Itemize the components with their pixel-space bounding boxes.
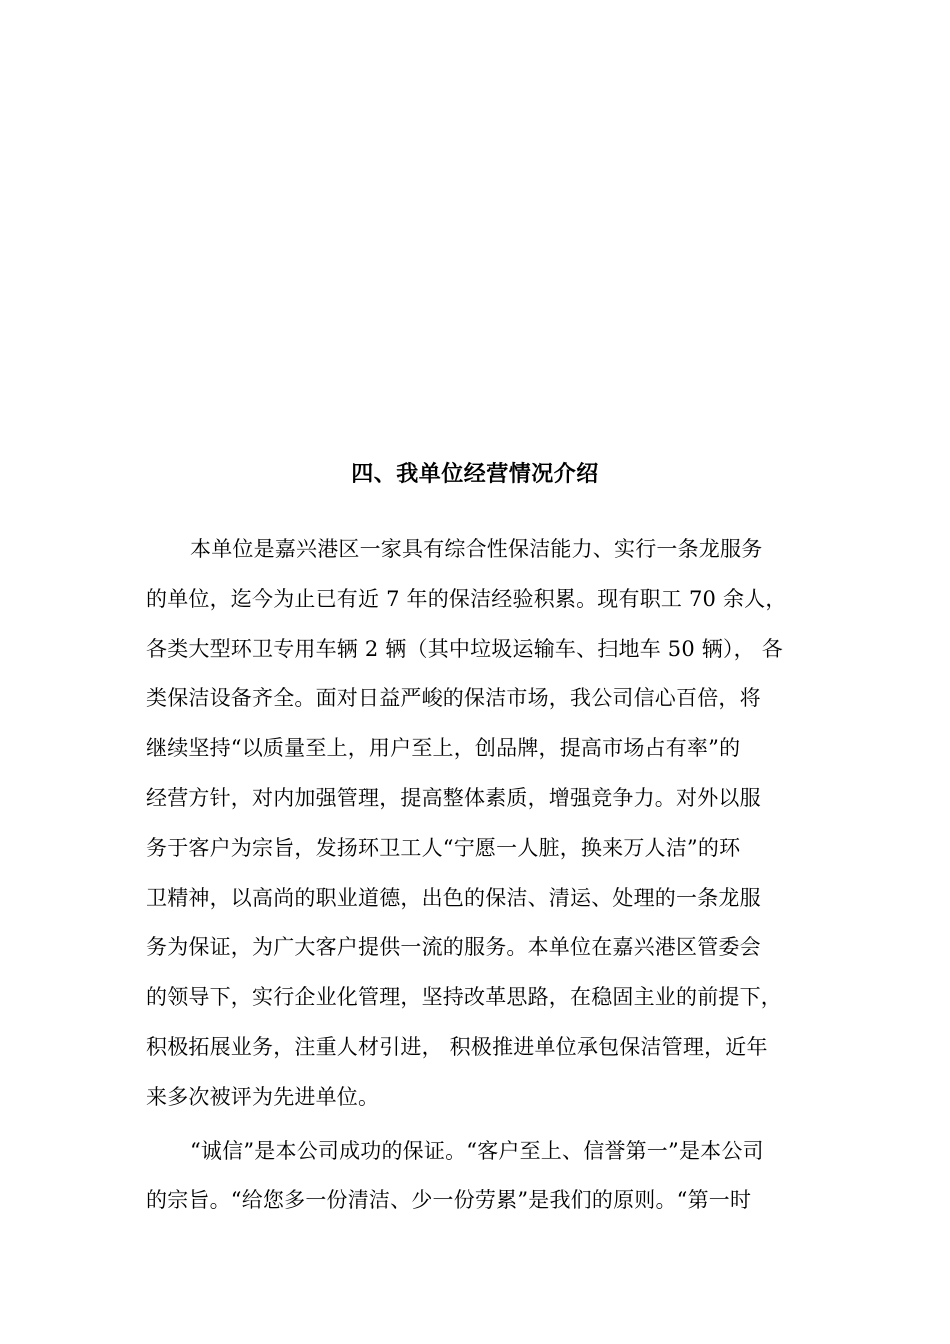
paragraph <box>146 529 826 1127</box>
paragraph-line: 本单位是嘉兴港区一家具有综合性保洁能力、实行一条龙服务 <box>190 537 763 561</box>
paragraph-line: 各类大型环卫专用车辆 2 辆（其中垃圾运输车、扫地车 50 辆）， 各 <box>146 636 783 661</box>
paragraph-line: 的单位，迄今为止已有近 7 年的保洁经验积累。现有职工 70 余人， <box>146 586 787 611</box>
paragraph-line: 经营方针，对内加强管理，提高整体素质，增强竞争力。对外以服 <box>146 785 761 810</box>
paragraph-line: “诚信”是本公司成功的保证。“客户至上、信誉第一”是本公司 <box>190 1138 764 1163</box>
paragraph-line: 的领导下，实行企业化管理，坚持改革思路，在稳固主业的前提下， <box>146 985 782 1010</box>
paragraph <box>146 1131 826 1231</box>
section-heading: 四、我单位经营情况介绍 <box>351 462 599 487</box>
paragraph-line: 类保洁设备齐全。面对日益严峻的保洁市场，我公司信心百倍，将 <box>146 686 761 711</box>
paragraph-line: 务为保证，为广大客户提供一流的服务。本单位在嘉兴港区管委会 <box>146 935 761 960</box>
paragraph-line: 来多次被评为先进单位。 <box>146 1084 380 1109</box>
paragraph-line: 卫精神，以高尚的职业道德，出色的保洁、清运、处理的一条龙服 <box>146 885 761 910</box>
paragraph-line: 积极拓展业务，注重人材引进， 积极推进单位承包保洁管理，近年 <box>146 1034 768 1059</box>
document-body <box>146 529 826 1230</box>
paragraph-line: 务于客户为宗旨，发扬环卫工人“宁愿一人脏，换来万人洁”的环 <box>146 835 741 860</box>
paragraph-line: 的宗旨。“给您多一份清洁、少一份劳累”是我们的原则。“第一时 <box>146 1188 752 1213</box>
paragraph-line: 继续坚持“以质量至上，用户至上，创品牌，提高市场占有率”的 <box>146 736 741 761</box>
